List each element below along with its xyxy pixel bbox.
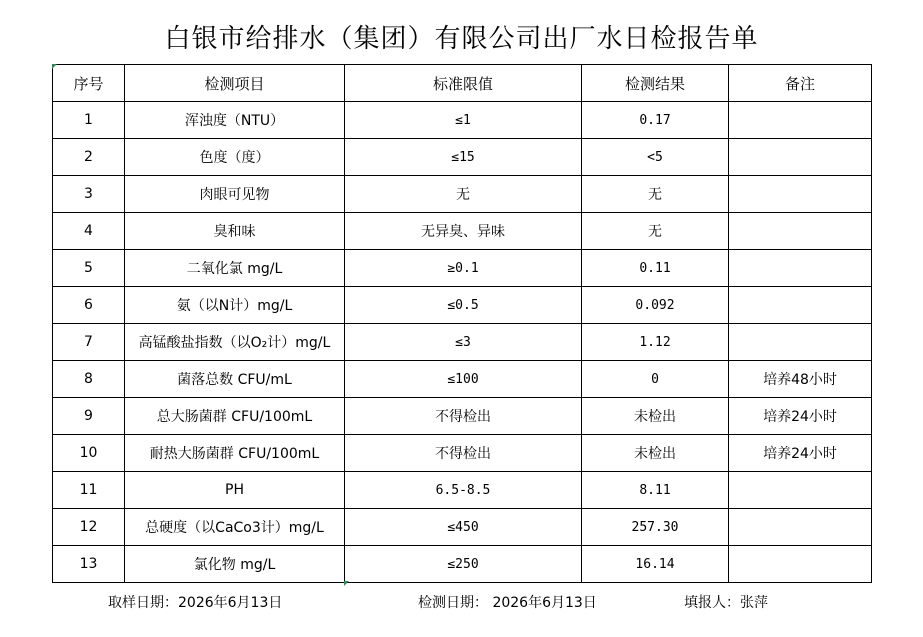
- sampling-date: 取样日期：2026年6月13日: [108, 595, 283, 611]
- cell-note: [729, 472, 872, 509]
- table-row: [53, 324, 872, 361]
- cell-result: 0: [582, 361, 729, 398]
- cell-no: 7: [53, 324, 125, 361]
- cell-result: 无: [582, 213, 729, 250]
- header-no: 序号: [53, 65, 125, 102]
- cell-result: 16.14: [582, 546, 729, 583]
- header-item: 检测项目: [125, 65, 345, 102]
- report-table: [52, 64, 872, 583]
- cell-result: 0.17: [582, 102, 729, 139]
- cell-note: [729, 287, 872, 324]
- cell-item: 总硬度（以CaCo3计）mg/L: [125, 509, 345, 546]
- cell-item: 臭和味: [125, 213, 345, 250]
- cell-result: 8.11: [582, 472, 729, 509]
- table-row: [53, 176, 872, 213]
- table-row: [53, 509, 872, 546]
- cell-no: 11: [53, 472, 125, 509]
- test-date: 检测日期： 2026年6月13日: [418, 595, 597, 611]
- cell-limit: 不得检出: [345, 435, 582, 472]
- cell-no: 12: [53, 509, 125, 546]
- filled-by: 填报人：张萍: [684, 595, 768, 611]
- cell-note: [729, 176, 872, 213]
- cell-no: 10: [53, 435, 125, 472]
- cell-note: [729, 546, 872, 583]
- cell-item: 菌落总数 CFU/mL: [125, 361, 345, 398]
- cell-note: [729, 139, 872, 176]
- cell-no: 4: [53, 213, 125, 250]
- cell-result: 257.30: [582, 509, 729, 546]
- cell-no: 3: [53, 176, 125, 213]
- header-limit: 标准限值: [345, 65, 582, 102]
- cell-limit: 无: [345, 176, 582, 213]
- table-row: [53, 250, 872, 287]
- cell-result: 0.11: [582, 250, 729, 287]
- cell-note: [729, 324, 872, 361]
- cell-no: 5: [53, 250, 125, 287]
- cell-item: 肉眼可见物: [125, 176, 345, 213]
- header-result: 检测结果: [582, 65, 729, 102]
- cell-limit: ≤15: [345, 139, 582, 176]
- cell-note: 培养24小时: [729, 398, 872, 435]
- table-row: [53, 139, 872, 176]
- cell-no: 13: [53, 546, 125, 583]
- table-header-row: [53, 65, 872, 102]
- table-row: [53, 435, 872, 472]
- table-row: [53, 398, 872, 435]
- cell-result: 0.092: [582, 287, 729, 324]
- cell-item: 二氧化氯 mg/L: [125, 250, 345, 287]
- cell-item: 氯化物 mg/L: [125, 546, 345, 583]
- table-row: [53, 287, 872, 324]
- cell-limit: 6.5-8.5: [345, 472, 582, 509]
- cell-item: 高锰酸盐指数（以O₂计）mg/L: [125, 324, 345, 361]
- table-row: [53, 361, 872, 398]
- cell-limit: 不得检出: [345, 398, 582, 435]
- cell-no: 1: [53, 102, 125, 139]
- cell-result: 未检出: [582, 435, 729, 472]
- cell-note: [729, 213, 872, 250]
- table-row: [53, 472, 872, 509]
- cell-result: 未检出: [582, 398, 729, 435]
- cell-limit: ≥0.1: [345, 250, 582, 287]
- cell-item: 氨（以N计）mg/L: [125, 287, 345, 324]
- header-note: 备注: [729, 65, 872, 102]
- cell-result: 无: [582, 176, 729, 213]
- cell-item: 总大肠菌群 CFU/100mL: [125, 398, 345, 435]
- cell-note: [729, 509, 872, 546]
- cell-item: 色度（度）: [125, 139, 345, 176]
- cell-limit: ≤100: [345, 361, 582, 398]
- table-row: [53, 213, 872, 250]
- cell-no: 8: [53, 361, 125, 398]
- cell-limit: ≤0.5: [345, 287, 582, 324]
- cell-limit: ≤450: [345, 509, 582, 546]
- cell-note: [729, 250, 872, 287]
- cell-note: 培养24小时: [729, 435, 872, 472]
- cell-limit: ≤1: [345, 102, 582, 139]
- report-title: 白银市给排水（集团）有限公司出厂水日检报告单: [164, 24, 759, 54]
- cell-no: 2: [53, 139, 125, 176]
- cell-item: 浑浊度（NTU）: [125, 102, 345, 139]
- cell-note: 培养48小时: [729, 361, 872, 398]
- table-row: [53, 102, 872, 139]
- table-row: [53, 546, 872, 583]
- cell-result: <5: [582, 139, 729, 176]
- cell-result: 1.12: [582, 324, 729, 361]
- cell-limit: 无异臭、异味: [345, 213, 582, 250]
- cell-no: 9: [53, 398, 125, 435]
- cell-corner-marker: [52, 64, 57, 69]
- cell-limit: ≤250: [345, 546, 582, 583]
- cell-item: PH: [125, 472, 345, 509]
- cell-item: 耐热大肠菌群 CFU/100mL: [125, 435, 345, 472]
- cell-note: [729, 102, 872, 139]
- cell-no: 6: [53, 287, 125, 324]
- cell-limit: ≤3: [345, 324, 582, 361]
- cell-corner-marker: [344, 581, 349, 586]
